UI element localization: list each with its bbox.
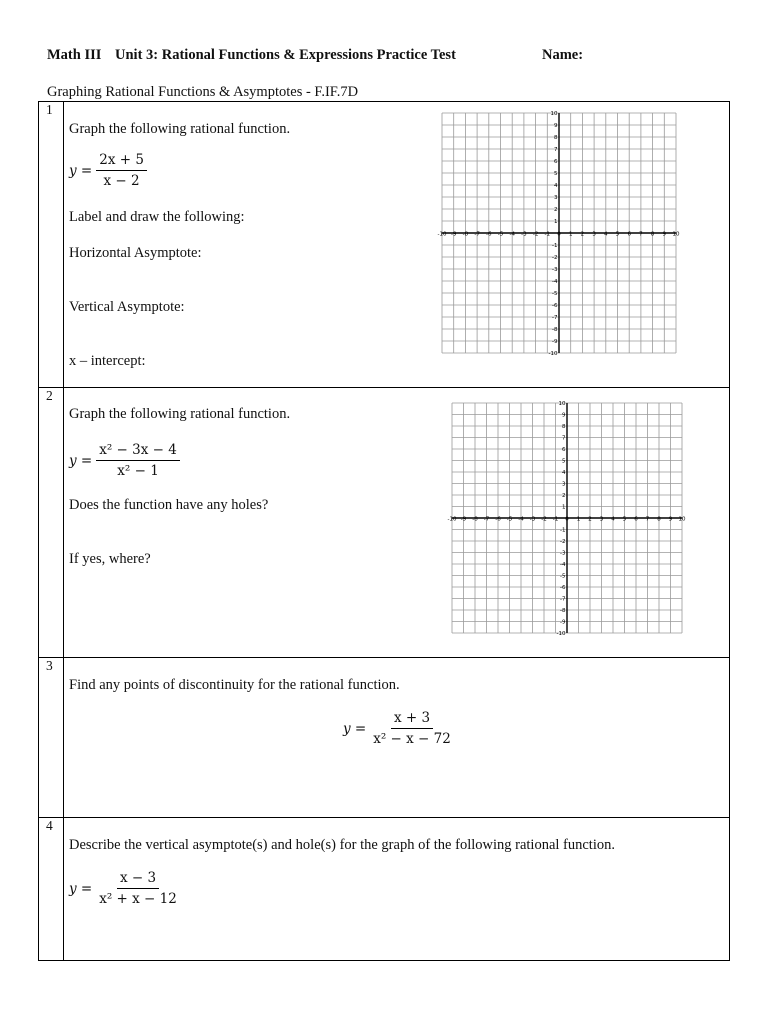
y-tick-label: -10 bbox=[548, 351, 558, 357]
y-tick-label: -7 bbox=[560, 596, 566, 603]
rational-function bbox=[69, 870, 180, 907]
x-tick-label: -3 bbox=[521, 231, 527, 238]
y-tick-label: -8 bbox=[552, 327, 558, 333]
numerator: x − 3 bbox=[117, 870, 159, 889]
x-tick-label: -8 bbox=[472, 516, 478, 523]
y-tick-label: 8 bbox=[554, 135, 558, 141]
numerator: 2x + 5 bbox=[96, 152, 147, 171]
problem-4 bbox=[38, 817, 730, 961]
x-tick-label: -7 bbox=[474, 231, 480, 238]
y-tick-label: 7 bbox=[554, 147, 558, 153]
x-tick-label: -1 bbox=[552, 516, 559, 523]
x-tick-label: 8 bbox=[650, 231, 655, 238]
y-tick-label: 9 bbox=[562, 412, 566, 419]
problem-number: 3 bbox=[46, 658, 53, 673]
x-tick-label: -7 bbox=[483, 516, 490, 523]
hole-location-question[interactable]: If yes, where? bbox=[69, 551, 151, 567]
y-tick-label: -3 bbox=[560, 550, 566, 557]
y-tick-label: -9 bbox=[560, 619, 566, 626]
fraction bbox=[96, 870, 180, 907]
y-tick-label: 5 bbox=[562, 458, 566, 465]
fraction bbox=[370, 710, 454, 747]
x-tick-label: 2 bbox=[580, 231, 585, 238]
y-tick-label: 6 bbox=[554, 159, 558, 165]
x-tick-label: -5 bbox=[497, 231, 504, 238]
x-tick-label: -1 bbox=[544, 231, 551, 238]
problem-number-cell bbox=[39, 388, 64, 657]
y-tick-label: 5 bbox=[554, 171, 558, 177]
x-tick-label: -9 bbox=[450, 231, 457, 238]
rational-function bbox=[343, 710, 454, 747]
grid-svg[interactable] bbox=[439, 110, 679, 356]
x-tick-label: 8 bbox=[657, 516, 661, 523]
x-tick-label: 5 bbox=[622, 516, 627, 523]
problem-number-cell bbox=[39, 818, 64, 960]
x-tick-label: -4 bbox=[509, 231, 515, 238]
x-tick-label: -3 bbox=[529, 516, 536, 523]
y-tick-label: 10 bbox=[550, 111, 558, 117]
x-tick-label: -4 bbox=[518, 516, 524, 523]
x-tick-label: -2 bbox=[541, 516, 547, 523]
horizontal-asymptote-label[interactable]: Horizontal Asymptote: bbox=[69, 245, 202, 261]
problem-number: 2 bbox=[46, 388, 53, 403]
y-tick-label: 10 bbox=[558, 401, 566, 407]
y-tick-label: -6 bbox=[552, 303, 558, 309]
y-tick-label: -10 bbox=[556, 631, 566, 637]
y-tick-label: 6 bbox=[562, 447, 566, 453]
y-tick-label: 2 bbox=[554, 207, 558, 213]
name-label: Name: bbox=[542, 47, 584, 63]
function-lhs: y = bbox=[69, 452, 93, 469]
denominator: x² − x − 72 bbox=[373, 731, 451, 747]
problem-2 bbox=[38, 387, 730, 658]
label-prompt: Label and draw the following: bbox=[69, 209, 245, 225]
y-tick-label: 1 bbox=[554, 219, 558, 225]
y-tick-label: -2 bbox=[552, 255, 558, 261]
y-tick-label: -7 bbox=[552, 315, 558, 321]
x-tick-label: 6 bbox=[627, 231, 631, 238]
problem-instruction: Graph the following rational function. bbox=[69, 406, 291, 422]
x-tick-label: 3 bbox=[599, 516, 604, 523]
x-tick-label: 4 bbox=[611, 516, 615, 523]
x-tick-label: 7 bbox=[645, 516, 650, 523]
y-tick-label: -5 bbox=[552, 291, 558, 297]
numerator: x² − 3x − 4 bbox=[96, 442, 180, 461]
holes-question[interactable]: Does the function have any holes? bbox=[69, 497, 269, 513]
problem-instruction: Describe the vertical asymptote(s) and hole(s) for the graph of the following rational function. bbox=[69, 837, 615, 853]
coordinate-grid[interactable] bbox=[439, 110, 679, 356]
x-tick-label: 2 bbox=[588, 516, 592, 523]
x-tick-label: -9 bbox=[460, 516, 467, 523]
x-tick-label: 1 bbox=[576, 516, 581, 523]
x-tick-label: -10 bbox=[437, 231, 447, 238]
y-tick-label: -6 bbox=[560, 585, 566, 591]
x-tick-label: -2 bbox=[532, 231, 539, 238]
denominator: x² + x − 12 bbox=[99, 891, 177, 907]
section-title: Graphing Rational Functions & Asymptotes - F.IF.7D bbox=[47, 84, 359, 100]
y-tick-label: 4 bbox=[554, 183, 558, 189]
x-tick-label: -6 bbox=[495, 516, 501, 523]
fraction bbox=[96, 152, 147, 189]
y-tick-label: 2 bbox=[562, 493, 566, 499]
x-tick-label: -10 bbox=[447, 516, 457, 523]
x-tick-label: 1 bbox=[568, 231, 573, 238]
rational-function bbox=[69, 152, 147, 189]
test-title bbox=[47, 47, 456, 64]
y-tick-label: 1 bbox=[562, 504, 566, 511]
x-tick-label: -6 bbox=[486, 231, 492, 238]
x-tick-label: -8 bbox=[462, 231, 469, 238]
fraction bbox=[96, 442, 180, 479]
coordinate-grid[interactable] bbox=[449, 400, 685, 636]
x-tick-label: 5 bbox=[615, 231, 620, 238]
unit-title: Unit 3: Rational Functions & Expressions Practice Test bbox=[115, 47, 456, 63]
y-tick-label: -8 bbox=[560, 608, 566, 614]
y-tick-label: -2 bbox=[560, 539, 566, 545]
x-tick-label: 10 bbox=[672, 231, 680, 238]
x-tick-label: 10 bbox=[678, 516, 686, 523]
function-lhs: y = bbox=[343, 720, 367, 737]
problem-number: 4 bbox=[46, 818, 53, 833]
y-tick-label: -1 bbox=[552, 243, 558, 249]
y-tick-label: 9 bbox=[554, 123, 558, 129]
x-tick-label: 6 bbox=[634, 516, 638, 523]
problem-3 bbox=[38, 657, 730, 818]
y-tick-label: -5 bbox=[560, 573, 566, 580]
vertical-asymptote-label[interactable]: Vertical Asymptote: bbox=[69, 299, 185, 315]
denominator: x − 2 bbox=[103, 173, 140, 189]
x-tick-label: 0 bbox=[557, 231, 561, 238]
y-tick-label: -9 bbox=[552, 339, 558, 345]
problem-instruction: Graph the following rational function. bbox=[69, 121, 291, 137]
y-tick-label: 3 bbox=[554, 195, 558, 201]
denominator: x² − 1 bbox=[117, 463, 159, 479]
x-tick-label: 0 bbox=[565, 516, 569, 523]
y-tick-label: -3 bbox=[552, 267, 558, 273]
y-tick-label: 8 bbox=[562, 424, 566, 430]
y-tick-label: 4 bbox=[562, 470, 566, 476]
course-name: Math III bbox=[47, 47, 102, 63]
numerator: x + 3 bbox=[391, 710, 433, 729]
y-tick-label: 3 bbox=[562, 481, 566, 488]
x-tick-label: 4 bbox=[604, 231, 608, 238]
grid-svg[interactable] bbox=[449, 400, 685, 636]
problem-number: 1 bbox=[46, 102, 53, 117]
y-tick-label: -4 bbox=[552, 279, 558, 285]
function-lhs: y = bbox=[69, 880, 93, 897]
x-tick-label: -5 bbox=[506, 516, 513, 523]
rational-function bbox=[69, 442, 180, 479]
problem-1 bbox=[38, 101, 730, 388]
x-tick-label: 9 bbox=[662, 231, 667, 238]
problem-number-cell bbox=[39, 102, 64, 387]
function-lhs: y = bbox=[69, 162, 93, 179]
problem-number-cell bbox=[39, 658, 64, 817]
x-intercept-label[interactable]: x – intercept: bbox=[69, 353, 146, 369]
y-tick-label: 7 bbox=[562, 435, 566, 442]
problem-instruction: Find any points of discontinuity for the rational function. bbox=[69, 677, 400, 693]
x-tick-label: 7 bbox=[639, 231, 643, 238]
y-tick-label: -4 bbox=[560, 562, 566, 568]
y-tick-label: -1 bbox=[560, 527, 566, 534]
x-tick-label: 9 bbox=[668, 516, 673, 523]
x-tick-label: 3 bbox=[592, 231, 596, 238]
